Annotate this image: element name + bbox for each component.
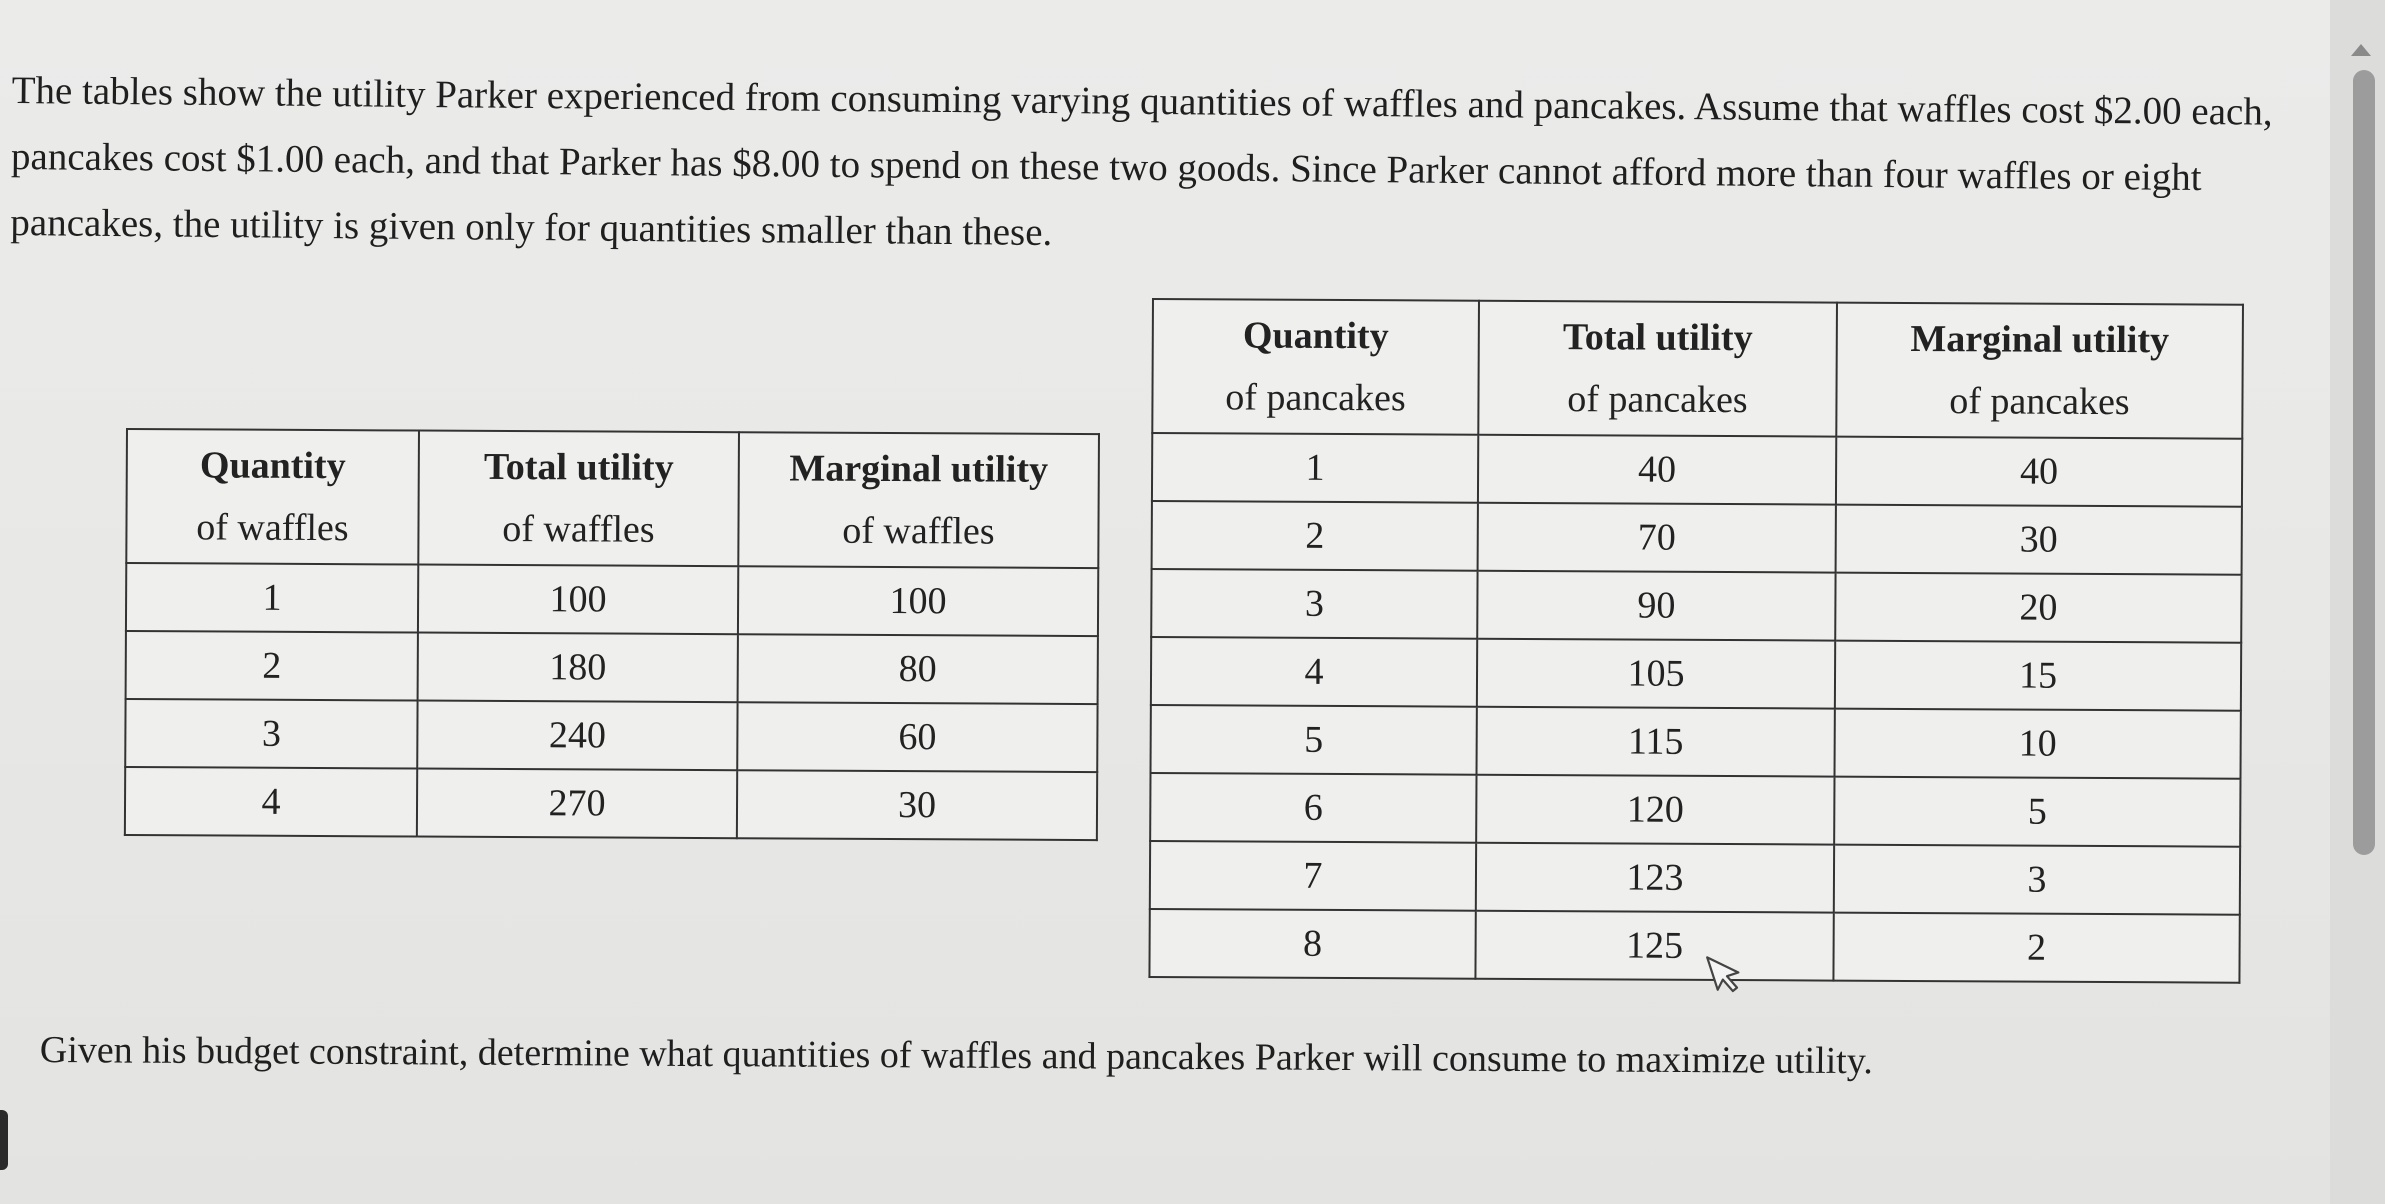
table-cell: 7 (1150, 841, 1476, 911)
table-cell: 123 (1476, 843, 1834, 913)
header-total-utility-of-pancakes: Total utility of pancakes (1478, 301, 1837, 437)
waffles-utility-table (124, 428, 1100, 841)
table-cell: 3 (125, 699, 417, 769)
table-cell: 40 (1836, 437, 2242, 507)
header-marginal-utility-of-waffles: Marginal utility of waffles (738, 432, 1099, 568)
table-cell: 105 (1477, 639, 1835, 709)
table-cell: 2 (126, 631, 418, 701)
table-header-row (126, 429, 1099, 568)
table-cell: 100 (738, 566, 1098, 636)
table-cell: 125 (1475, 911, 1833, 981)
table-cell: 90 (1477, 571, 1835, 641)
table-row (1149, 909, 2239, 983)
table-cell: 2 (1152, 501, 1478, 571)
table-cell: 5 (1834, 777, 2240, 847)
header-quantity-of-waffles: Quantity of waffles (126, 429, 419, 565)
table-cell: 70 (1478, 503, 1836, 573)
table-row (1150, 773, 2240, 847)
table-cell: 180 (418, 633, 738, 703)
table-cell: 3 (1834, 845, 2240, 915)
table-row (126, 563, 1098, 636)
table-row (1151, 569, 2241, 643)
table-cell: 10 (1835, 709, 2241, 779)
table-cell: 5 (1151, 705, 1477, 775)
table-row (125, 767, 1097, 840)
table-cell: 2 (1833, 913, 2239, 983)
table-cell: 30 (1836, 505, 2242, 575)
table-cell: 6 (1150, 773, 1476, 843)
table-row (1151, 637, 2241, 711)
table-cell: 8 (1149, 909, 1475, 979)
table-cell: 3 (1151, 569, 1477, 639)
table-row (1152, 501, 2242, 575)
table-row (1152, 433, 2242, 507)
chevron-up-icon[interactable] (2351, 44, 2371, 56)
vertical-scrollbar[interactable] (2330, 0, 2385, 1204)
edge-tab (0, 1110, 8, 1170)
table-cell: 15 (1835, 641, 2241, 711)
table-cell: 270 (417, 769, 737, 839)
problem-statement: The tables show the utility Parker experienced from consuming varying quantities of waffles and pancakes. Assume that waffles cost $2.00 each, pancakes cost $1.00 each, and that Parker has $8.00 to spend on these two goods. Since Parker cannot afford more than four waffles or eight pancakes, the utility is given only for quantities smaller than these. (10, 68, 2273, 254)
table-cell: 4 (1151, 637, 1477, 707)
table-header-row (1152, 299, 2243, 439)
table-cell: 115 (1477, 707, 1835, 777)
header-marginal-utility-of-pancakes: Marginal utility of pancakes (1836, 303, 2243, 439)
table-cell: 240 (417, 701, 737, 771)
header-total-utility-of-waffles: Total utility of waffles (418, 431, 739, 567)
table-cell: 100 (418, 565, 738, 635)
pancakes-table-container (1148, 298, 2244, 984)
question-prompt: Given his budget constraint, determine what quantities of waffles and pancakes Parker will consume to maximize utility. (39, 1029, 1873, 1083)
table-cell: 1 (1152, 433, 1478, 503)
table-cell: 20 (1835, 573, 2241, 643)
table-cell: 120 (1476, 775, 1834, 845)
header-quantity-of-pancakes: Quantity of pancakes (1152, 299, 1479, 435)
scrollbar-thumb[interactable] (2353, 70, 2375, 855)
waffles-table-container (124, 428, 1100, 841)
table-cell: 80 (738, 634, 1098, 704)
table-row (125, 699, 1097, 772)
table-row (1150, 841, 2240, 915)
pancakes-utility-table (1148, 298, 2244, 984)
table-cell: 60 (737, 702, 1097, 772)
table-row (1151, 705, 2241, 779)
table-cell: 30 (737, 770, 1097, 840)
table-row (126, 631, 1098, 704)
table-cell: 4 (125, 767, 417, 837)
table-cell: 1 (126, 563, 418, 633)
table-cell: 40 (1478, 435, 1836, 505)
